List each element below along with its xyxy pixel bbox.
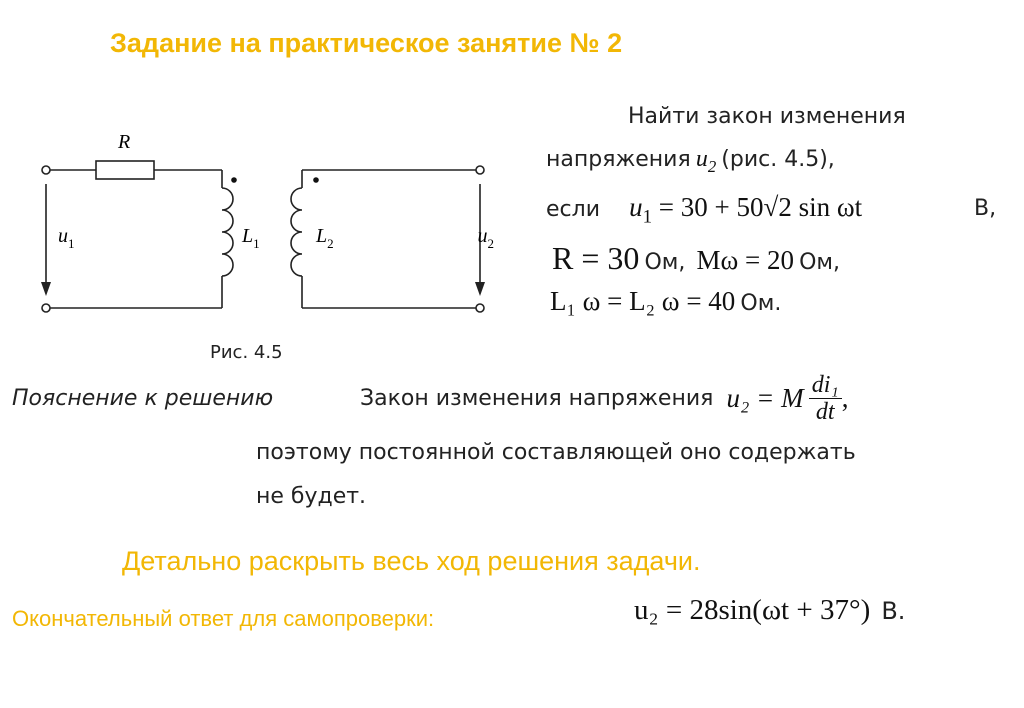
problem-line-1: Найти закон изменения: [628, 104, 906, 129]
inductor-L1: [222, 188, 233, 276]
instruction-text: Детально раскрыть весь ход решения задачи.: [122, 546, 701, 576]
label-R: R: [118, 131, 131, 153]
circuit-diagram: [30, 120, 510, 330]
explanation-line-1: Закон изменения напряжения u₂ = M $\frac{\text{di₁}}{dt}$ ,: [360, 372, 849, 425]
terminal-bottom-right: [476, 304, 484, 312]
formula-u2: u₂ = M: [726, 383, 804, 413]
figure-caption: Рис. 4.5: [210, 342, 283, 363]
formula-M: Mω = 20: [696, 245, 794, 275]
formula-L: L₁ ω = L₂ ω = 40: [550, 286, 736, 316]
terminal-bottom-left: [42, 304, 50, 312]
polarity-dot-L1: [231, 177, 237, 183]
terminal-top-left: [42, 166, 50, 174]
formula-answer: u₂ = 28sin(ωt + 37°): [634, 594, 871, 626]
terminal-top-right: [476, 166, 484, 174]
explanation-line-2: поэтому постоянной составляющей оно содержать: [256, 440, 856, 465]
formula-derivative: $\frac{\text{di₁}}{dt}$: [809, 372, 842, 425]
polarity-dot-L2: [313, 177, 319, 183]
answer-label: Окончательный ответ для самопроверки:: [12, 606, 435, 631]
problem-line-3: если $u_1 = 30 + 50√2$ sin ωt: [546, 192, 863, 228]
label-u2: $u_2$: [477, 225, 494, 251]
answer-line: u₂ = 28sin(ωt + 37°) В.: [634, 594, 906, 626]
label-L2: $L_2$: [316, 225, 334, 251]
formula-R: R = 30: [552, 240, 640, 276]
u1-unit: В,: [974, 196, 997, 221]
page-title: Задание на практическое занятие № 2: [110, 28, 623, 58]
explanation-line-3: не будет.: [256, 484, 367, 509]
problem-line-4: R = 30 Ом, Mω = 20 Ом,: [552, 240, 840, 276]
formula-u1: $u_1 = 30 + 50√2$ sin ωt: [629, 192, 863, 228]
resistor-R: [96, 161, 154, 179]
problem-line-2: напряжения $u_2$ (рис. 4.5),: [546, 146, 835, 176]
explanation-heading: Пояснение к решению: [12, 386, 274, 411]
label-L1: $L_1$: [242, 225, 260, 251]
problem-line-5: L₁ ω = L₂ ω = 40 Ом.: [550, 286, 782, 316]
inductor-L2: [291, 188, 302, 276]
label-u1: $u_1$: [58, 225, 75, 251]
